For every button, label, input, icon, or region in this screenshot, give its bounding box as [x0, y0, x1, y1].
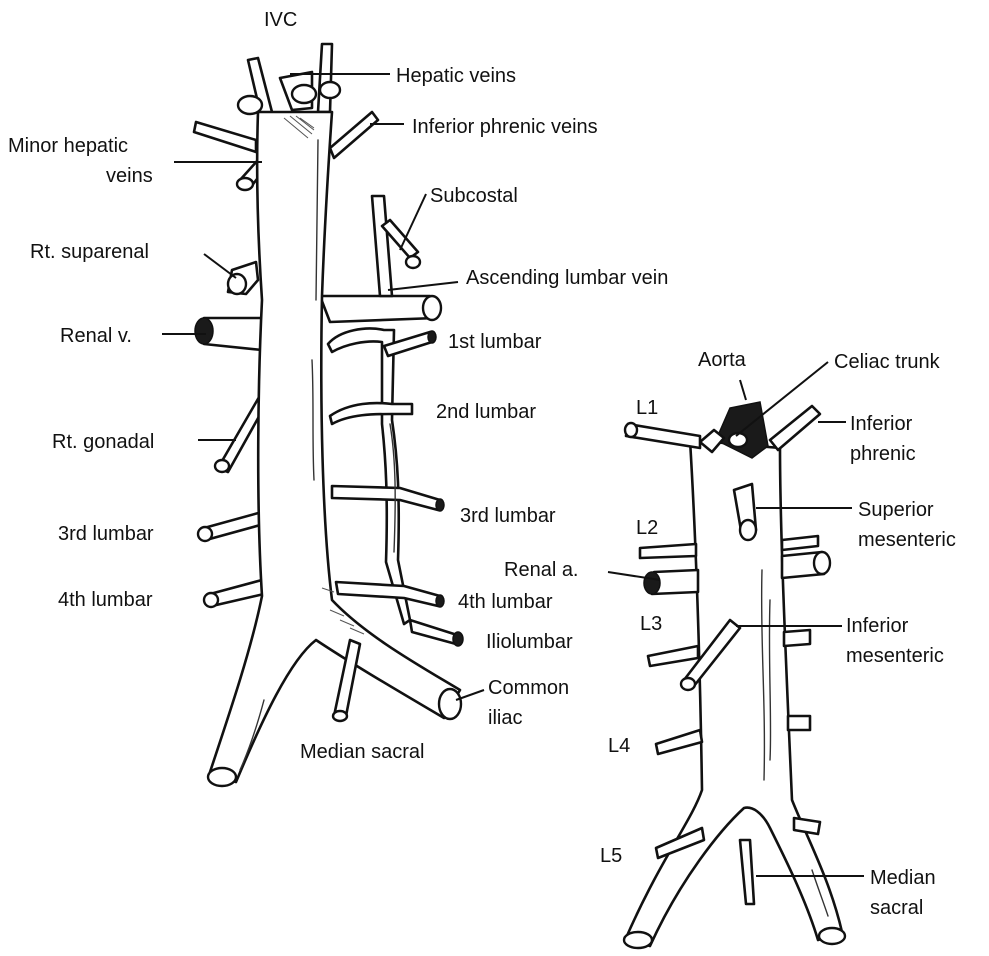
label-superior-mesenteric-1: Superior	[858, 499, 934, 521]
median-sacral-stump	[333, 711, 347, 721]
label-2nd-lumbar: 2nd lumbar	[436, 401, 537, 423]
label-l5: L5	[600, 845, 623, 867]
aorta-iliac-stump-right	[819, 928, 845, 944]
hepatic-vein-left	[318, 44, 332, 112]
label-common-iliac-2: iliac	[488, 707, 523, 729]
lumbar-3rd-stump	[436, 499, 444, 511]
rt-3rd-lumbar-stump	[198, 527, 212, 541]
label-l4: L4	[608, 735, 631, 757]
left-common-iliac-stump	[439, 689, 461, 719]
leader-celiac-trunk	[736, 362, 828, 436]
lumbar-4th-vein	[336, 582, 440, 606]
l1-artery-stump	[625, 423, 637, 437]
inferior-phrenic-artery	[770, 406, 820, 450]
leader-rt-suprarenal	[204, 254, 236, 278]
l2-artery-left	[640, 544, 696, 558]
lumbar-2nd-vein	[330, 403, 412, 424]
right-renal-artery-stump	[814, 552, 830, 574]
hepatic-vein-stump-middle	[292, 85, 316, 103]
ivc-trunk	[210, 112, 460, 782]
label-l2: L2	[636, 517, 659, 539]
leader-subcostal	[400, 194, 426, 250]
label-superior-mesenteric-2: mesenteric	[858, 529, 956, 551]
label-inferior-mesenteric-1: Inferior	[846, 615, 909, 637]
label-minor-hepatic-2: veins	[106, 165, 153, 187]
l2-artery-right	[782, 536, 818, 550]
leader-aorta	[740, 380, 746, 400]
label-ascending-lumbar: Ascending lumbar vein	[466, 267, 669, 289]
label-median-sacral-a-2: sacral	[870, 897, 924, 919]
inferior-mesenteric-stump	[681, 678, 695, 690]
label-4th-lumbar-right: 4th lumbar	[58, 589, 153, 611]
lumbar-4th-stump	[436, 595, 444, 607]
inferior-phrenic-vein	[330, 112, 378, 158]
minor-hepatic-vein-stump	[237, 178, 253, 190]
iliolumbar-vein	[410, 620, 456, 644]
label-renal-a: Renal a.	[504, 559, 579, 581]
label-3rd-lumbar-right: 3rd lumbar	[58, 523, 154, 545]
ascending-lumbar-vein	[372, 196, 392, 296]
label-iliolumbar: Iliolumbar	[486, 631, 573, 653]
lt-renal-vein-stump	[423, 296, 441, 320]
label-rt-suprarenal: Rt. suparenal	[30, 241, 149, 263]
l3-artery-right	[784, 630, 810, 646]
label-l1: L1	[636, 397, 659, 419]
label-inferior-phrenic-1: Inferior	[850, 413, 913, 435]
label-aorta: Aorta	[698, 349, 746, 371]
label-median-sacral: Median sacral	[300, 741, 425, 763]
rt-4th-lumbar-stump	[204, 593, 218, 607]
median-sacral-artery	[740, 840, 754, 904]
label-median-sacral-a-1: Median	[870, 867, 936, 889]
aorta-iliac-stump-left	[624, 932, 652, 948]
label-celiac-trunk: Celiac trunk	[834, 351, 940, 373]
label-l3: L3	[640, 613, 663, 635]
lt-renal-vein	[320, 296, 436, 322]
l4-artery-right	[788, 716, 810, 730]
rt-renal-vein-stump	[195, 318, 213, 344]
rt-suprarenal-stump	[228, 274, 246, 294]
label-hepatic-veins: Hepatic veins	[396, 65, 517, 87]
label-renal-v: Renal v.	[60, 325, 132, 347]
label-rt-gonadal: Rt. gonadal	[52, 431, 155, 453]
aorta-figure	[624, 402, 845, 948]
left-renal-artery-stump	[644, 572, 660, 594]
hepatic-vein-stump-left	[320, 82, 340, 98]
superior-mesenteric-stump	[740, 520, 756, 540]
label-subcostal: Subcostal	[430, 185, 518, 207]
right-common-iliac-stump	[208, 768, 236, 786]
l5-artery-right	[794, 818, 820, 834]
iliolumbar-stump	[453, 632, 463, 646]
label-ivc: IVC	[264, 9, 298, 31]
label-inferior-phrenic-veins: Inferior phrenic veins	[412, 116, 598, 138]
label-inferior-mesenteric-2: mesenteric	[846, 645, 944, 667]
lumbar-ladder-outer	[328, 329, 410, 624]
rt-gonadal-stump	[215, 460, 229, 472]
label-1st-lumbar: 1st lumbar	[448, 331, 542, 353]
minor-hepatic-vein-upper	[194, 122, 256, 152]
l4-artery-left	[656, 730, 702, 754]
leader-ascending-lumbar	[388, 282, 458, 290]
label-4th-lumbar-left: 4th lumbar	[458, 591, 553, 613]
label-3rd-lumbar-left: 3rd lumbar	[460, 505, 556, 527]
aorta-trunk	[626, 440, 842, 946]
ivc-figure	[194, 44, 463, 786]
lumbar-1st-stump	[428, 331, 436, 343]
label-inferior-phrenic-2: phrenic	[850, 443, 916, 465]
l3-artery-left	[648, 646, 698, 666]
label-minor-hepatic-1: Minor hepatic	[8, 135, 129, 157]
subcostal-vein-stump	[406, 256, 420, 268]
label-common-iliac-1: Common	[488, 677, 570, 699]
